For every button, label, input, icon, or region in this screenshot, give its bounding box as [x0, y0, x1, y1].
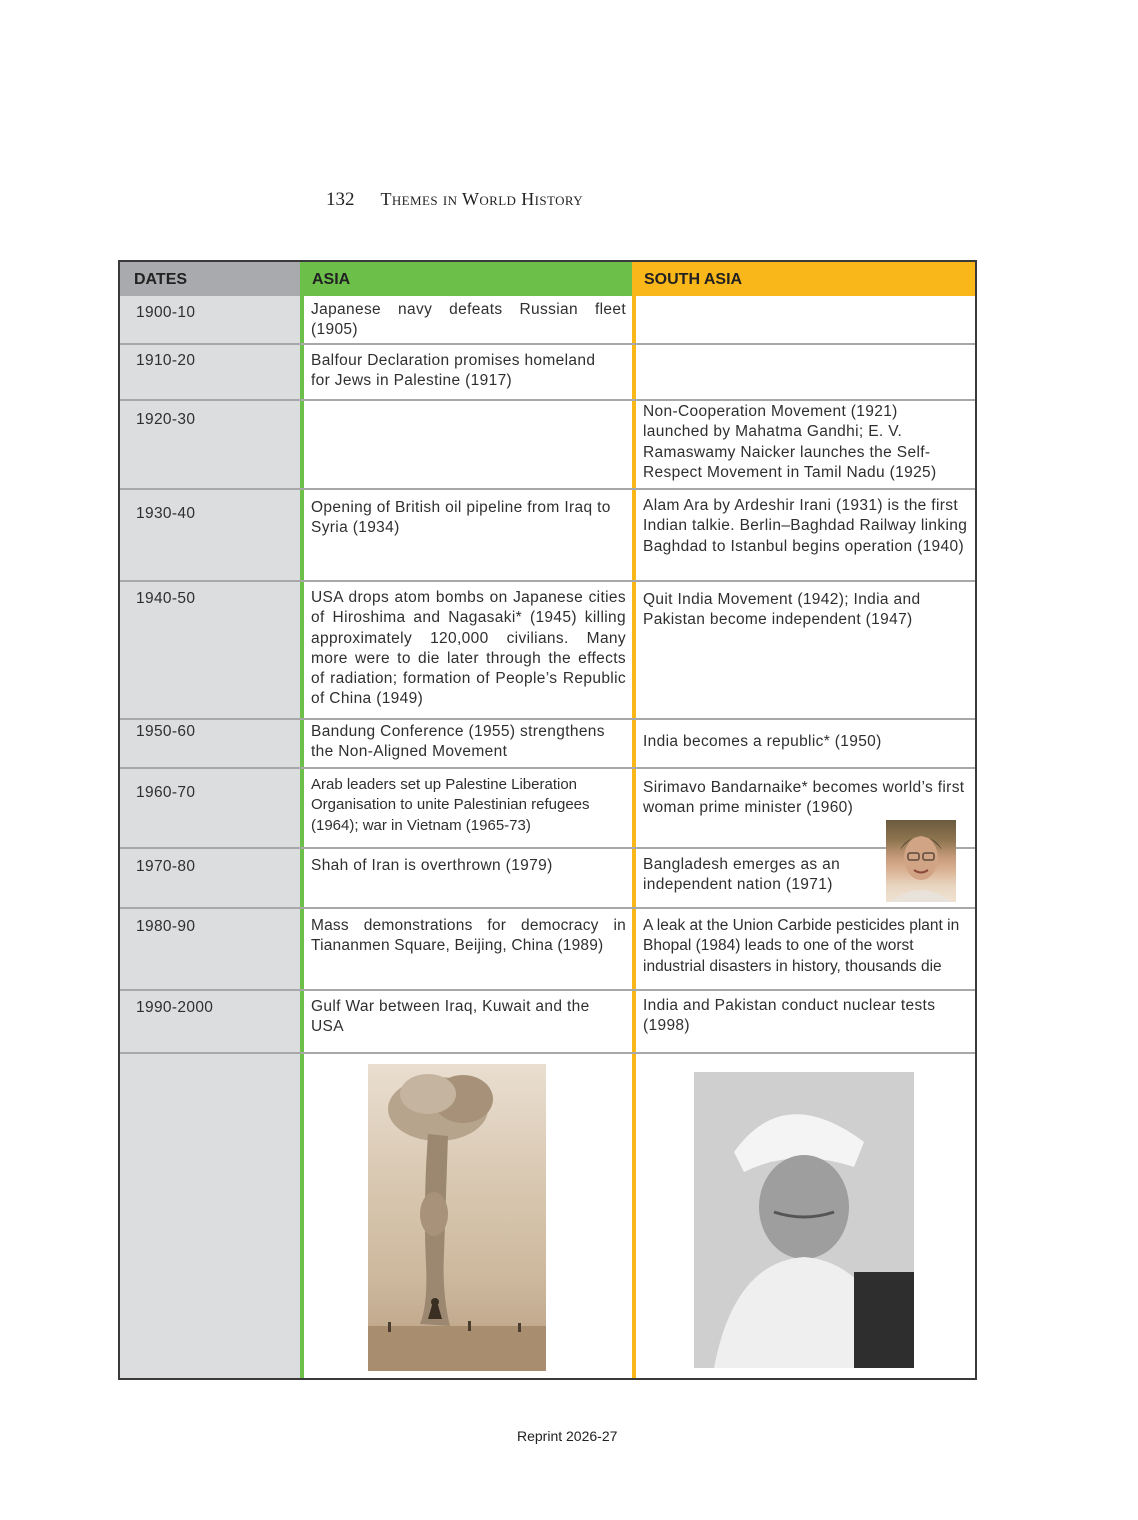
column-header-dates: DATES [120, 262, 300, 296]
row-date: 1910-20 [136, 352, 196, 369]
row-date: 1920-30 [136, 411, 196, 428]
row-date: 1950-60 [136, 723, 196, 740]
page-number: 132 [326, 189, 355, 210]
row-divider [120, 580, 975, 582]
row-divider [120, 718, 975, 720]
reprint-footer: Reprint 2026-27 [517, 1428, 618, 1444]
row-south-asia-event: Alam Ara by Ardeshir Irani (1931) is the first Indian talkie. Berlin–Baghdad Railway linking Baghdad to Istanbul begins operation (1940) [643, 497, 968, 555]
row-divider [120, 399, 975, 401]
book-title: Themes in World History [380, 189, 584, 209]
row-south-asia-event: Non-Cooperation Movement (1921) launched by Mahatma Gandhi; E. V. Ramaswamy Naicker launches the Self-Respect Movement in Tamil Nadu (1925) [643, 403, 937, 481]
row-south-asia-event: India becomes a republic* (1950) [643, 733, 882, 750]
row-divider [120, 907, 975, 909]
row-divider [120, 488, 975, 490]
row-asia-event: Opening of British oil pipeline from Iraq to Syria (1934) [311, 499, 611, 537]
south-asia-column-rule [632, 262, 636, 1378]
row-date: 1980-90 [136, 918, 196, 935]
row-south-asia-event: India and Pakistan conduct nuclear tests (1998) [643, 997, 936, 1035]
row-asia-event: USA drops atom bombs on Japanese cities of Hiroshima and Nagasaki* (1945) killing approximately 120,000 civilians. Many more were to die later through the effects of radiation; formation of People’s Republic of China (1949) [311, 589, 626, 708]
row-asia-event: Shah of Iran is overthrown (1979) [311, 857, 553, 874]
row-south-asia-event: Bangladesh emerges as an independent nation (1971) [643, 856, 841, 894]
timeline-table [118, 260, 977, 1380]
row-divider [120, 767, 975, 769]
asia-column-rule [300, 262, 304, 1378]
row-asia-event: Japanese navy defeats Russian fleet (1905) [311, 301, 626, 339]
row-asia-event: Bandung Conference (1955) strengthens the Non-Aligned Movement [311, 723, 605, 761]
row-asia-event: Balfour Declaration promises homeland for Jews in Palestine (1917) [311, 352, 596, 390]
row-date: 1970-80 [136, 858, 196, 875]
column-header-asia: ASIA [304, 262, 632, 296]
row-date: 1990-2000 [136, 999, 214, 1016]
column-header-south-asia: SOUTH ASIA [636, 262, 975, 296]
row-divider [120, 1052, 975, 1054]
mushroom-cloud-photo [368, 1064, 546, 1371]
row-asia-event: Gulf War between Iraq, Kuwait and the USA [311, 998, 590, 1036]
row-date: 1900-10 [136, 304, 196, 321]
row-divider [120, 343, 975, 345]
row-south-asia-event: Quit India Movement (1942); India and Pakistan become independent (1947) [643, 591, 921, 629]
row-date: 1940-50 [136, 590, 196, 607]
man-in-cap-photo [694, 1072, 914, 1368]
row-south-asia-event: A leak at the Union Carbide pesticides plant in Bhopal (1984) leads to one of the worst industrial disasters in history, thousands die [643, 917, 960, 975]
row-date: 1960-70 [136, 784, 196, 801]
page-header [326, 189, 583, 211]
row-asia-event: Arab leaders set up Palestine Liberation Organisation to unite Palestinian refugees (1964); war in Vietnam (1965-73) [311, 776, 590, 834]
row-south-asia-event: Sirimavo Bandarnaike* becomes world’s first woman prime minister (1960) [643, 779, 965, 817]
row-divider [120, 847, 975, 849]
row-date: 1930-40 [136, 505, 196, 522]
portrait-photo [886, 820, 956, 902]
row-divider [120, 989, 975, 991]
row-asia-event: Mass demonstrations for democracy in Tiananmen Square, Beijing, China (1989) [311, 917, 626, 955]
